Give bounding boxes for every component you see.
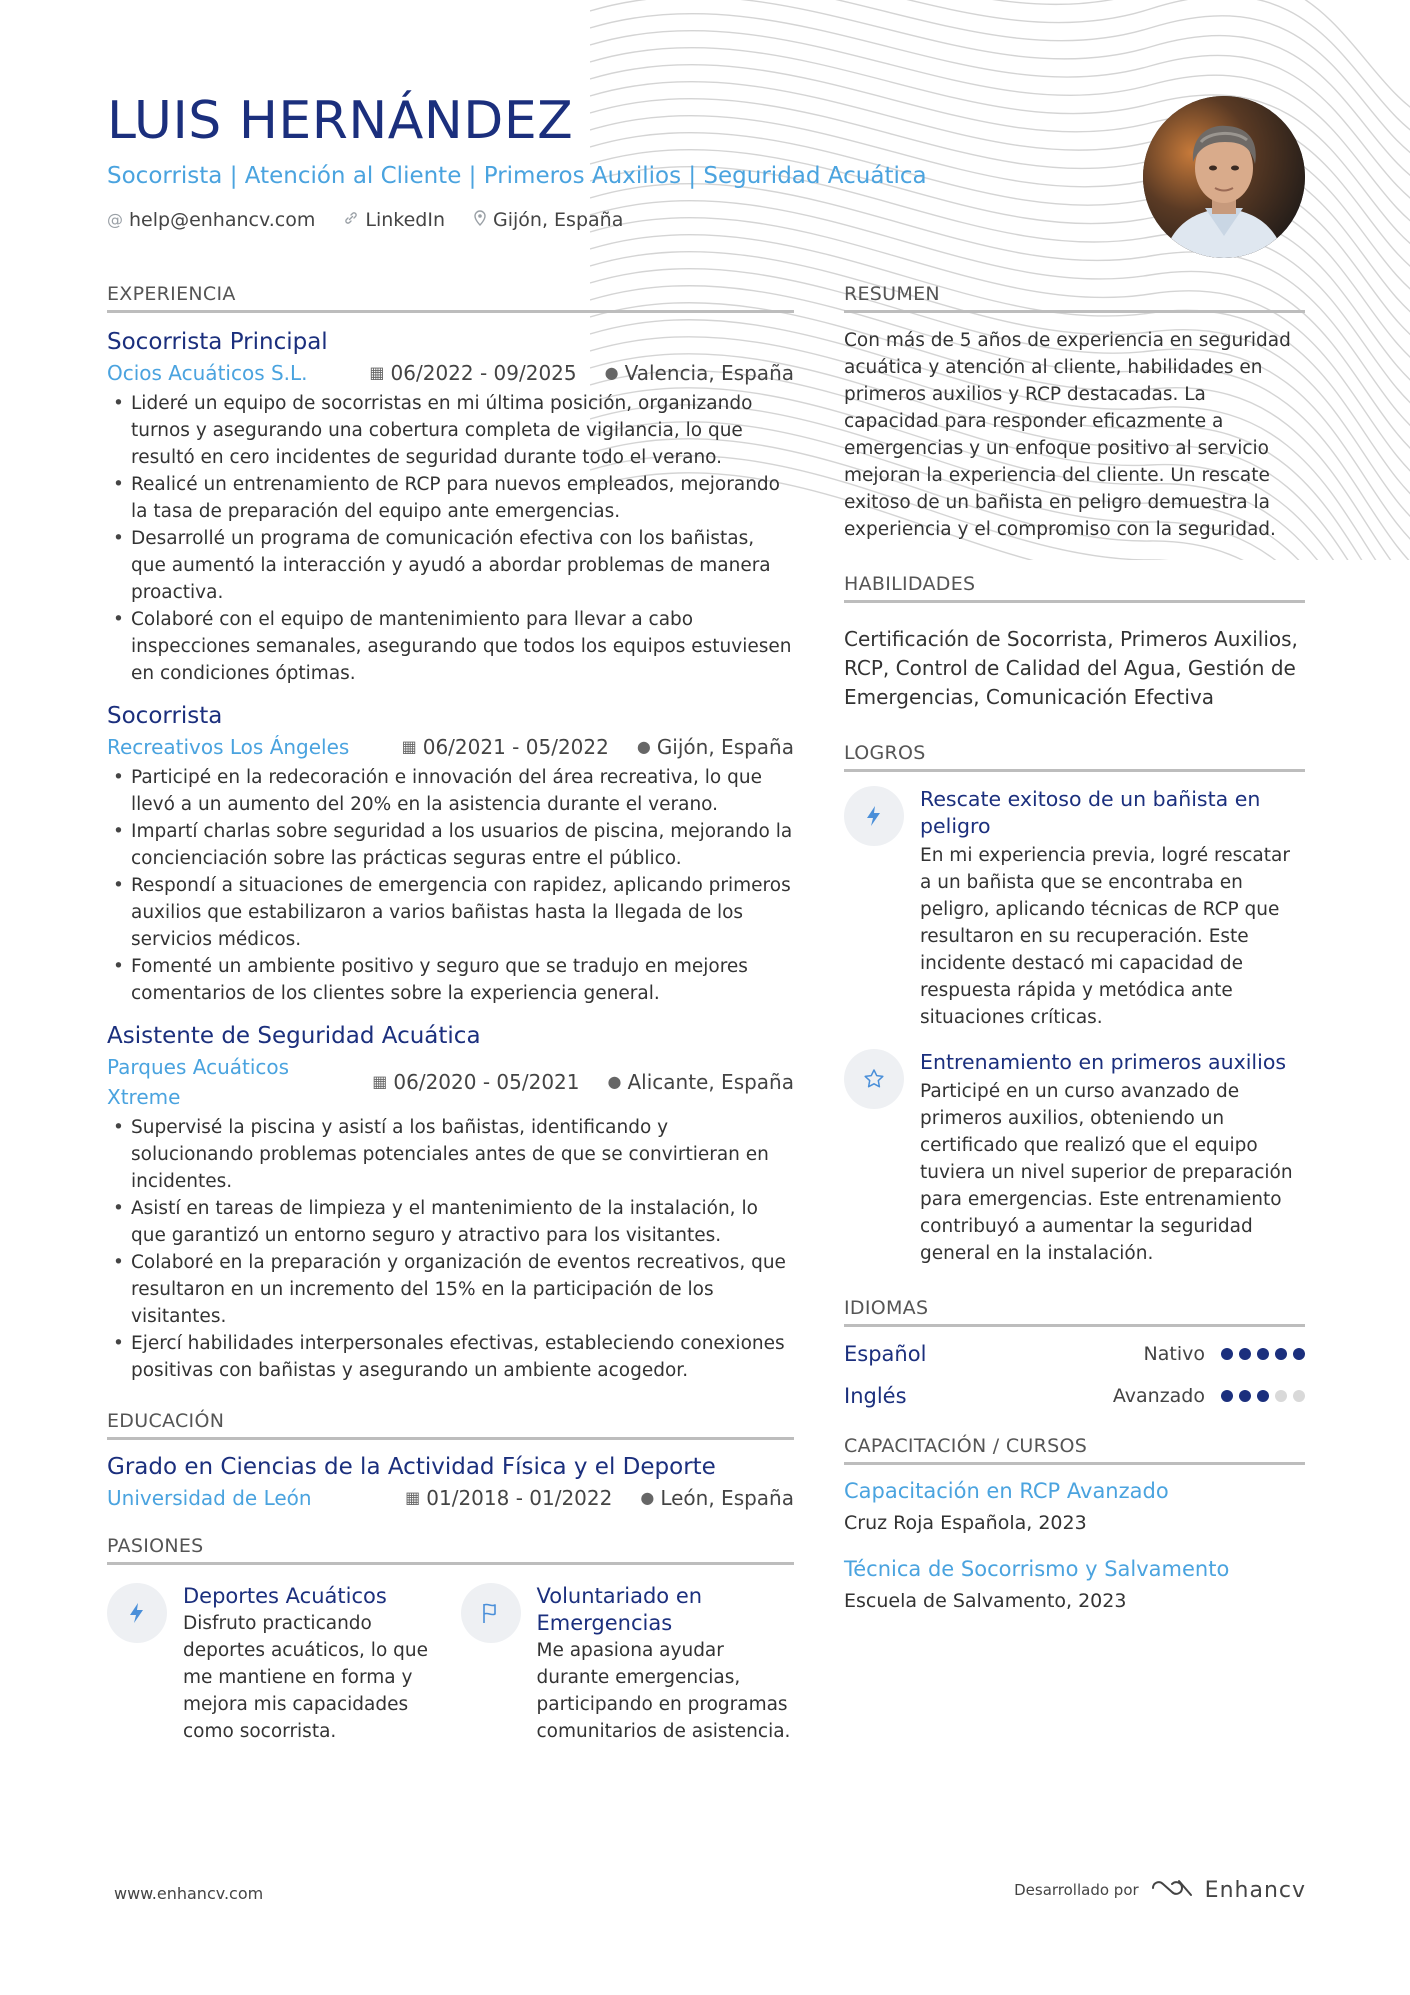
profile-photo: [1143, 96, 1305, 258]
job-bullet: • Supervisé la piscina y asistí a los bañistas, identificando y solucionando problemas potenciales antes de que se convirtieran en incidentes.: [107, 1114, 794, 1195]
enhancv-logo-icon: [1149, 1877, 1195, 1903]
achievement-item: [844, 1049, 1305, 1267]
rating-dot-filled: [1239, 1348, 1251, 1360]
job-bullet: • Ejercí habilidades interpersonales efectivas, estableciendo conexiones positivas con bañistas y asegurando un ambiente acogedor.: [107, 1330, 794, 1384]
passion-item: [107, 1583, 441, 1745]
achievement-text: En mi experiencia previa, logré rescatar a un bañista que se encontraba en peligro, aplicando técnicas de RCP que resultaron en su recuperación. Este incidente destacó mi capacidad de respuesta rápida y metódica ante situaciones críticas.: [920, 845, 1290, 1028]
job-title: Asistente de Seguridad Acuática: [107, 1023, 481, 1050]
course-provider: Escuela de Salvamento, 2023: [844, 1590, 1127, 1612]
achievement-item: [844, 786, 1305, 1031]
job-bullet: • Colaboré en la preparación y organización de eventos recreativos, que resultaron en un incremento del 15% en la participación de los visitantes.: [107, 1249, 794, 1330]
contact-list: [107, 209, 1107, 231]
link-icon: [343, 210, 359, 230]
job-dates: [372, 1067, 579, 1097]
location-pin-icon: ●: [640, 1488, 655, 1508]
course-item: [844, 1555, 1305, 1615]
job-bullet: • Respondí a situaciones de emergencia con rapidez, aplicando primeros auxilios que estabilizaron a varios bañistas hasta la llegada de los servicios médicos.: [107, 872, 794, 953]
passion-text: Me apasiona ayudar durante emergencias, participando en programas comunitarios de asistencia.: [536, 1640, 791, 1743]
footer-branding[interactable]: [1014, 1877, 1306, 1903]
education-section-title: EDUCACIÓN: [107, 1410, 794, 1440]
job-bullet: • Participé en la redecoración e innovación del área recreativa, lo que llevó a un aumento del 20% en la asistencia durante el verano.: [107, 764, 794, 818]
job-bullet: • Realicé un entrenamiento de RCP para nuevos empleados, mejorando la tasa de preparación del equipo ante emergencias.: [107, 471, 794, 525]
language-rating: [1221, 1348, 1305, 1360]
job-dates-text: 06/2020 - 05/2021: [393, 1070, 580, 1095]
rating-dot-filled: [1239, 1390, 1251, 1402]
course-item: [844, 1477, 1305, 1537]
skills-text: Certificación de Socorrista, Primeros Auxilios, RCP, Control de Calidad del Agua, Gestión de Emergencias, Comunicación Efectiva: [844, 627, 1298, 709]
contact-location-text: Gijón, España: [493, 208, 624, 231]
achievements-section-title: LOGROS: [844, 742, 1305, 772]
candidate-title: Socorrista | Atención al Cliente | Primeros Auxilios | Seguridad Acuática: [107, 163, 927, 189]
experience-section-title: EXPERIENCIA: [107, 283, 794, 313]
rating-dot-filled: [1257, 1390, 1269, 1402]
job-bullets: [107, 1114, 794, 1384]
rating-dot-filled: [1221, 1390, 1233, 1402]
location-pin-icon: ●: [607, 1072, 622, 1092]
rating-dot-filled: [1275, 1348, 1287, 1360]
job-entry: [107, 701, 794, 1007]
job-bullet: • Impartí charlas sobre seguridad a los usuarios de piscina, mejorando la concienciación sobre las prácticas seguras entre el público.: [107, 818, 794, 872]
passion-item: [461, 1583, 795, 1745]
location-pin-icon: ●: [636, 737, 651, 757]
resume-header: [107, 91, 1107, 231]
course-title: Técnica de Socorrismo y Salvamento: [844, 1557, 1230, 1581]
education-meta-row: [107, 1483, 794, 1513]
location-pin-icon: ●: [604, 363, 619, 383]
calendar-icon: ▦: [401, 737, 417, 757]
rating-dot-filled: [1221, 1348, 1233, 1360]
contact-location: [473, 209, 623, 231]
achievement-text: Participé en un curso avanzado de primeros auxilios, obteniendo un certificado que realizó que el equipo tuviera un nivel superior de preparación para emergencias. Este entrenamiento contribuyó a aumentar la seguridad general en la instalación.: [920, 1081, 1293, 1264]
language-rating: [1221, 1390, 1305, 1402]
course-provider: Cruz Roja Española, 2023: [844, 1512, 1087, 1534]
calendar-icon: ▦: [405, 1488, 421, 1508]
job-location-text: Valencia, España: [624, 361, 794, 386]
right-column: [844, 283, 1305, 1615]
job-bullet: • Fomenté un ambiente positivo y seguro que se tradujo en mejores comentarios de los clientes sobre la experiencia general.: [107, 953, 794, 1007]
contact-email[interactable]: [107, 209, 315, 231]
passions-list: [107, 1583, 794, 1745]
job-dates-text: 06/2022 - 09/2025: [390, 361, 577, 386]
job-location: [608, 1067, 795, 1097]
calendar-icon: ▦: [369, 363, 385, 383]
job-location-text: Gijón, España: [656, 735, 794, 760]
passion-title: Voluntariado en Emergencias: [536, 1584, 703, 1636]
left-column: [107, 283, 794, 1745]
language-row: [844, 1339, 1305, 1369]
company-name: Ocios Acuáticos S.L.: [107, 361, 308, 386]
education-dates-text: 01/2018 - 01/2022: [426, 1486, 613, 1511]
job-bullet: • Lideré un equipo de socorristas en mi última posición, organizando turnos y asegurando una cobertura completa de vigilancia, lo que resultó en cero incidentes de seguridad durante todo el verano.: [107, 390, 794, 471]
job-location: [637, 732, 794, 762]
location-pin-icon: [473, 210, 487, 230]
job-bullet: • Asistí en tareas de limpieza y el mantenimiento de la instalación, lo que garantizó un entorno seguro y atractivo para los visitantes.: [107, 1195, 794, 1249]
job-entry: [107, 1021, 794, 1384]
passion-title: Deportes Acuáticos: [183, 1584, 387, 1609]
job-entry: [107, 327, 794, 687]
job-bullets: [107, 390, 794, 687]
lightning-icon: [107, 1583, 167, 1643]
skills-section-title: HABILIDADES: [844, 573, 1305, 603]
brand-name: Enhancv: [1204, 1877, 1306, 1903]
job-bullets: [107, 764, 794, 1007]
languages-section-title: IDIOMAS: [844, 1297, 1305, 1327]
job-dates: [369, 358, 576, 388]
star-icon: [844, 1049, 904, 1109]
course-title: Capacitación en RCP Avanzado: [844, 1479, 1169, 1503]
job-dates: [402, 732, 609, 762]
passions-section-title: PASIONES: [107, 1535, 794, 1565]
company-name: Parques Acuáticos Xtreme: [107, 1055, 290, 1110]
candidate-name: LUIS HERNÁNDEZ: [107, 91, 574, 151]
education-dates: [405, 1483, 612, 1513]
courses-section-title: CAPACITACIÓN / CURSOS: [844, 1435, 1305, 1465]
passion-text: Disfruto practicando deportes acuáticos, lo que me mantiene en forma y mejora mis capacidades como socorrista.: [183, 1613, 428, 1743]
school-name: Universidad de León: [107, 1486, 312, 1511]
contact-email-text: help@enhancv.com: [129, 208, 316, 231]
summary-section-title: RESUMEN: [844, 283, 1305, 313]
language-row: [844, 1381, 1305, 1411]
job-meta-row: [107, 1052, 794, 1112]
language-name: Inglés: [844, 1384, 907, 1408]
job-dates-text: 06/2021 - 05/2022: [422, 735, 609, 760]
achievement-title: Rescate exitoso de un bañista en peligro: [920, 787, 1261, 838]
contact-linkedin-text: LinkedIn: [365, 208, 446, 231]
language-level: Avanzado: [1112, 1385, 1205, 1407]
powered-by-label: Desarrollado por: [1014, 1881, 1139, 1899]
job-meta-row: [107, 732, 794, 762]
degree-title: Grado en Ciencias de la Actividad Física y el Deporte: [107, 1454, 716, 1481]
flag-icon: [461, 1583, 521, 1643]
job-title: Socorrista Principal: [107, 329, 328, 355]
job-title: Socorrista: [107, 703, 223, 730]
at-icon: @: [107, 210, 123, 230]
language-level: Nativo: [1143, 1343, 1205, 1365]
summary-text: Con más de 5 años de experiencia en seguridad acuática y atención al cliente, habilidades en primeros auxilios y RCP destacadas. La capacidad para responder eficazmente a emergencias y un enfoque positivo al servicio mejoran la experiencia del cliente. Un rescate exitoso de un bañista en peligro demuestra la experiencia y el compromiso con la seguridad.: [844, 330, 1291, 540]
job-bullet: • Colaboré con el equipo de mantenimiento para llevar a cabo inspecciones semanales, asegurando que todos los equipos estuviesen en condiciones óptimas.: [107, 606, 794, 687]
job-bullet: • Desarrollé un programa de comunicación efectiva con los bañistas, que aumentó la interacción y ayudó a abordar problemas de manera proactiva.: [107, 525, 794, 606]
education-location-text: León, España: [660, 1486, 794, 1511]
job-location: [605, 358, 794, 388]
job-location-text: Alicante, España: [627, 1070, 794, 1095]
company-name: Recreativos Los Ángeles: [107, 735, 350, 760]
rating-dot-empty: [1275, 1390, 1287, 1402]
job-meta-row: [107, 358, 794, 388]
calendar-icon: ▦: [372, 1072, 388, 1092]
education-location: [640, 1483, 794, 1513]
achievement-title: Entrenamiento en primeros auxilios: [920, 1050, 1287, 1074]
lightning-icon: [844, 786, 904, 846]
footer-website[interactable]: www.enhancv.com: [114, 1884, 264, 1903]
rating-dot-filled: [1257, 1348, 1269, 1360]
rating-dot-filled: [1293, 1348, 1305, 1360]
rating-dot-empty: [1293, 1390, 1305, 1402]
contact-linkedin[interactable]: [343, 209, 445, 231]
language-name: Español: [844, 1342, 927, 1366]
